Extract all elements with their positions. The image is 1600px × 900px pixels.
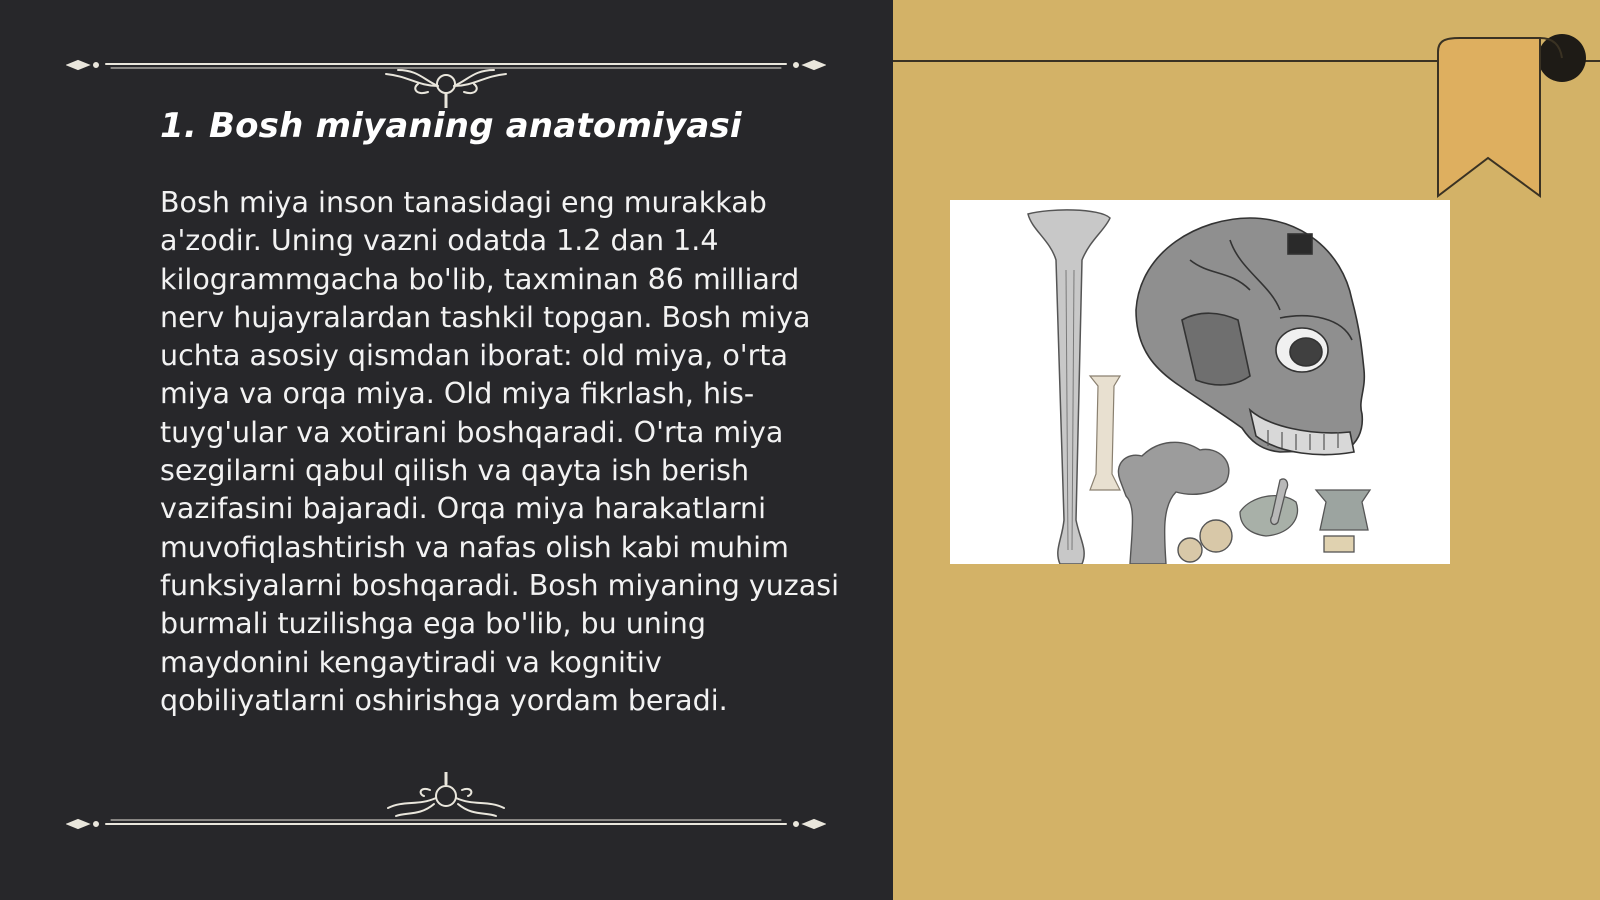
slide-body-text: Bosh miya inson tanasidagi eng murakkab a'zodir. Uning vazni odatda 1.2 dan 1.4 kilogrammgacha bo'lib, taxminan 86 milliard nerv hujayralardan tashkil topgan. Bosh miya uchta asosiy qismdan iborat: old miya, o'rta miya va orqa miya. Old miya fikrlash, his-tuyg'ular va xotirani boshqaradi. O'rta miya sezgilarni qabul qilish va qayta ish berish vazifasini bajaradi. Orqa miya harakatlarni muvofiqlashtirish va nafas olish kabi muhim funksiyalarni boshqaradi. Bosh miyaning yuzasi burmali tuzilishga ega bo'lib, bu uning maydonini kengaytiradi va kognitiv qobiliyatlarni oshirishga yordam beradi. xyxy=(160,186,839,717)
bookmark-ribbon-icon xyxy=(1430,34,1600,204)
slide-title: 1. Bosh miyaning anatomiyasi xyxy=(160,106,742,146)
anatomy-illustration xyxy=(950,200,1450,564)
bottom-ornament-icon xyxy=(66,772,826,832)
top-ornament-icon xyxy=(66,48,826,108)
